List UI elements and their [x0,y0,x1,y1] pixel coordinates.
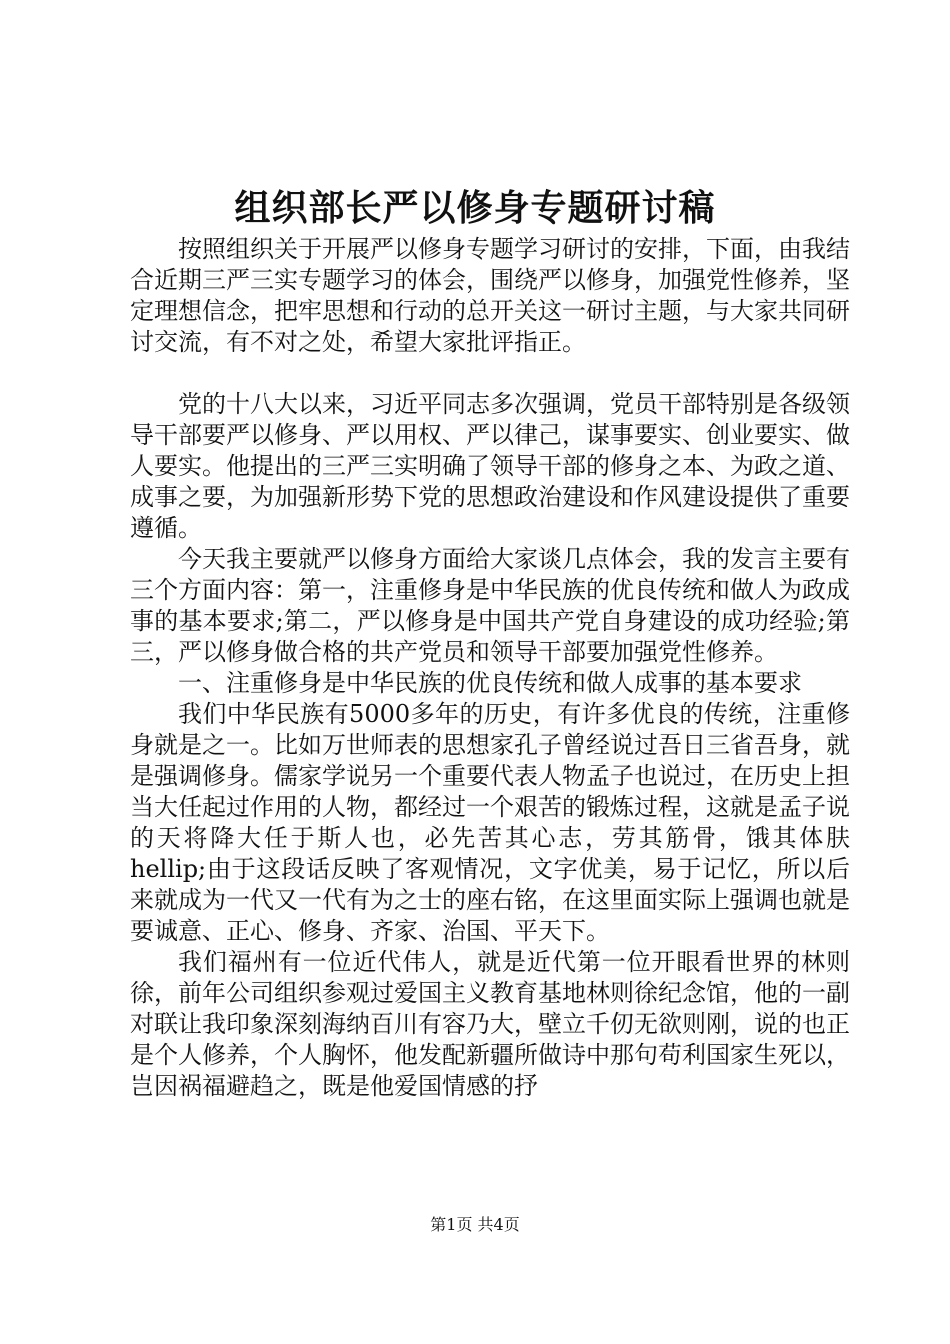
paragraph-intro: 按照组织关于开展严以修身专题学习研讨的安排，下面，由我结合近期三严三实专题学习的体会，围绕严以修身，加强党性修养，坚定理想信念，把牢思想和行动的总开关这一研讨主题，与大家共同研讨交流，有不对之处，希望大家批评指正。 [130,235,850,356]
document-body [130,234,850,1102]
document-title: 组织部长严以修身专题研讨稿 [234,187,716,229]
page-number-footer: 第1页 共4页 [430,1215,520,1234]
paragraph: 今天我主要就严以修身方面给大家谈几点体会，我的发言主要有三个方面内容：第一，注重修身是中华民族的优良传统和做人为政成事的基本要求;第二，严以修身是中国共产党自身建设的成功经验;第三，严以修身做合格的共产党员和领导干部要加强党性修养。 [130,545,850,666]
paragraph: 我们福州有一位近代伟人，就是近代第一位开眼看世界的林则徐，前年公司组织参观过爱国主义教育基地林则徐纪念馆，他的一副对联让我印象深刻海纳百川有容乃大，壁立千仞无欲则刚，说的也正是个人修养，个人胸怀，他发配新疆所做诗中那句苟利国家生死以，岂因祸福避趋之，既是他爱国情感的抒 [130,948,850,1100]
paragraph: 党的十八大以来，习近平同志多次强调，党员干部特别是各级领导干部要严以修身、严以用权、严以律己，谋事要实、创业要实、做人要实。他提出的三严三实明确了领导干部的修身之本、为政之道、成事之要，为加强新形势下党的思想政治建设和作风建设提供了重要遵循。 [130,390,850,542]
section-heading: 一、注重修身是中华民族的优良传统和做人成事的基本要求 [178,669,802,697]
paragraph-spacer [130,358,850,389]
paragraph: 我们中华民族有5000多年的历史，有许多优良的传统，注重修身就是之一。比如万世师表的思想家孔子曾经说过吾日三省吾身，就是强调修身。儒家学说另一个重要代表人物孟子也说过，在历史上担当大任起过作用的人物，都经过一个艰苦的锻炼过程，这就是孟子说的天将降大任于斯人也，必先苦其心志，劳其筋骨，饿其体肤hellip;由于这段话反映了客观情况，文字优美，易于记忆，所以后来就成为一代又一代有为之士的座右铭，在这里面实际上强调也就是要诚意、正心、修身、齐家、治国、平天下。 [130,700,850,945]
